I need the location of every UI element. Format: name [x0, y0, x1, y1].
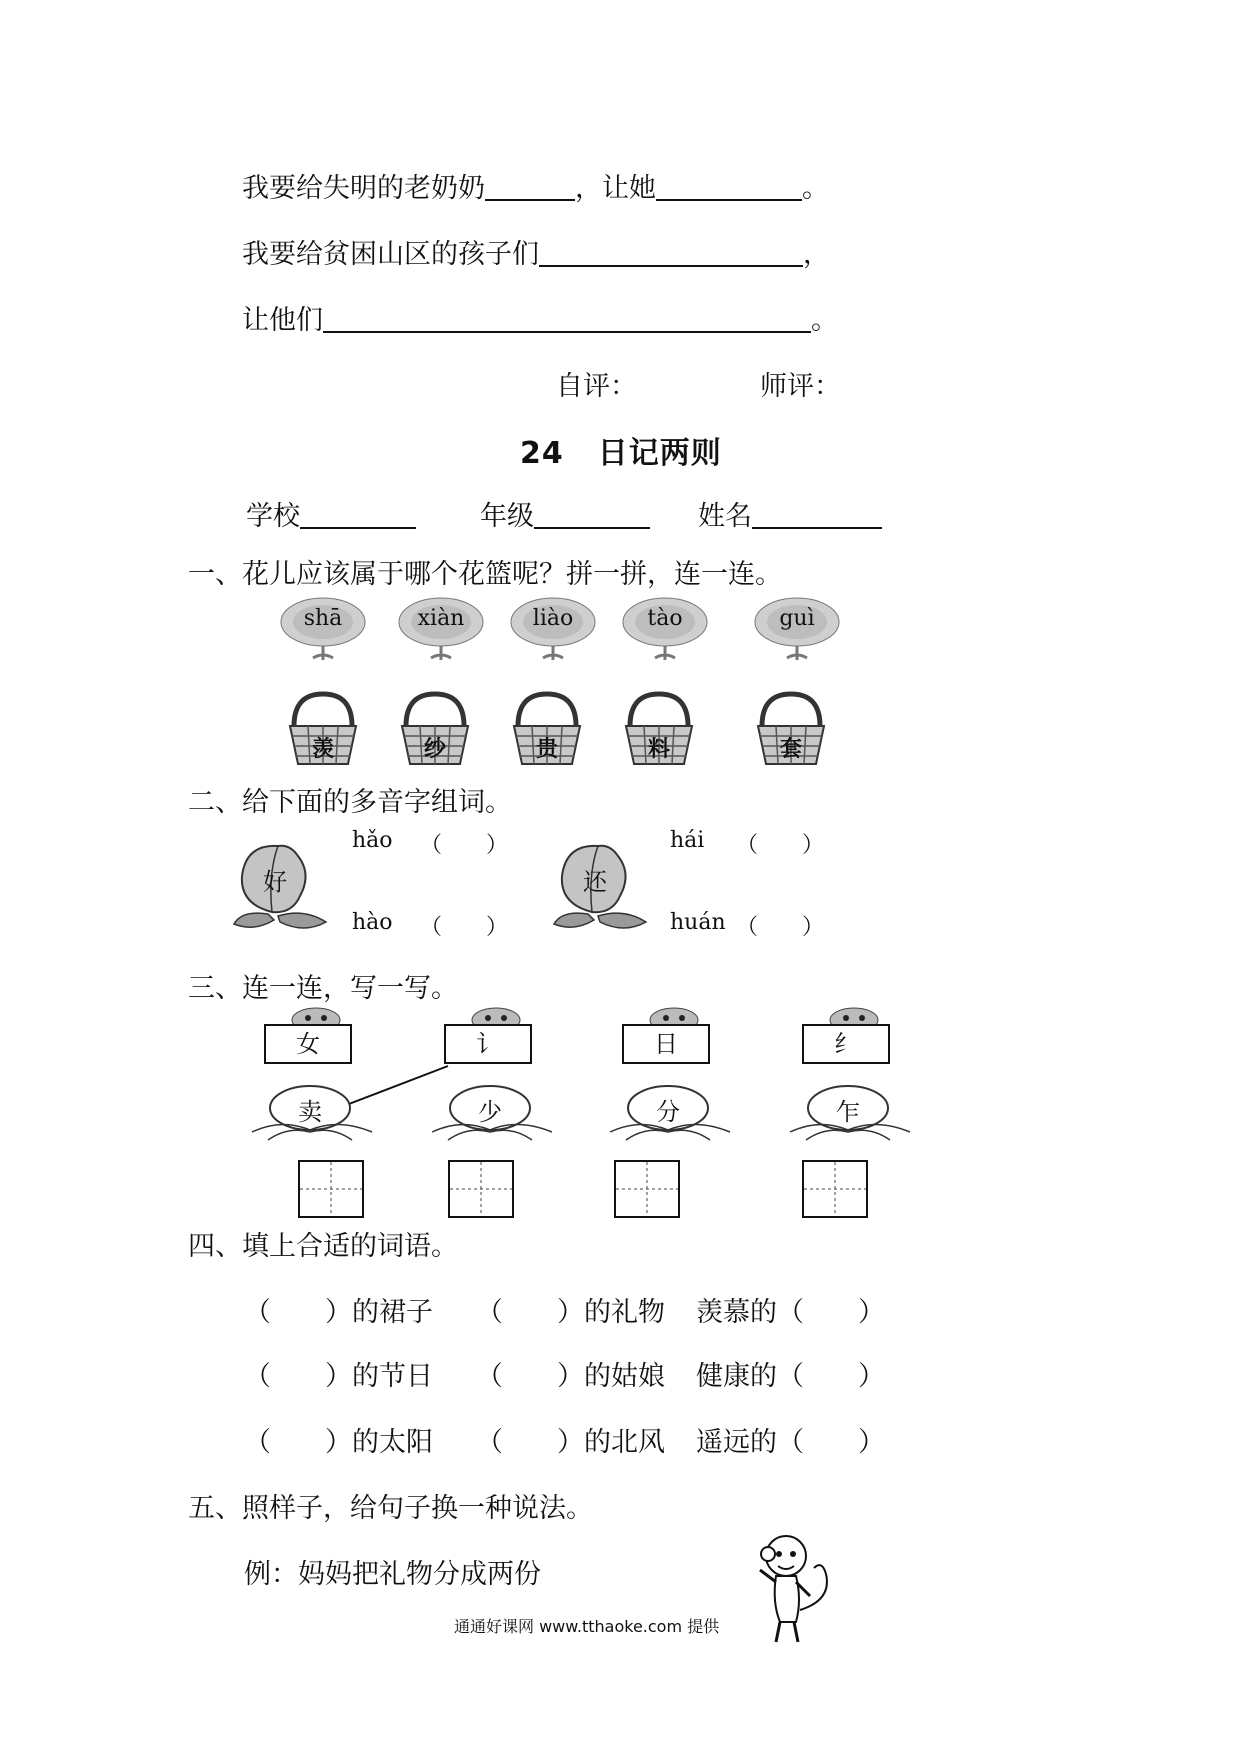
peach-char: 好 — [263, 868, 287, 896]
basket — [754, 690, 828, 770]
intro-line-2-end: ， — [803, 239, 830, 270]
fill-item[interactable]: 羡慕的（ ） — [696, 1297, 885, 1328]
lesson-number: 24 — [520, 436, 564, 471]
monkey-head-icon — [288, 1004, 344, 1026]
basket-char: 套 — [779, 737, 802, 762]
section2-heading: 二、给下面的多音字组词。 — [188, 787, 512, 818]
peach-char: 还 — [583, 868, 607, 896]
peach-component[interactable] — [786, 1082, 916, 1150]
intro-line-2-text: 我要给贫困山区的孩子们 — [242, 239, 539, 270]
peach-char: 乍 — [836, 1098, 860, 1126]
fill-item[interactable]: （ ）的礼物 — [476, 1297, 665, 1328]
radical-box[interactable]: 女 — [264, 1024, 352, 1064]
flower-pinyin: xiàn — [417, 606, 465, 631]
peach-char: 分 — [656, 1098, 680, 1126]
peach-component[interactable] — [428, 1082, 558, 1150]
answer-paren[interactable]: （ ） — [736, 833, 825, 858]
peach-component[interactable] — [248, 1082, 378, 1150]
monkey-icon — [752, 1530, 842, 1650]
basket — [622, 690, 696, 770]
basket — [286, 690, 360, 770]
grid-guides — [300, 1162, 362, 1216]
fill-item[interactable]: 健康的（ ） — [696, 1361, 885, 1392]
peach-char: 少 — [478, 1098, 502, 1126]
basket-char: 纱 — [423, 737, 446, 762]
flower-pinyin: shā — [303, 606, 343, 631]
peach-char: 卖 — [298, 1098, 322, 1126]
teacher-eval-label: 师评： — [760, 371, 841, 402]
school-blank[interactable] — [300, 501, 416, 529]
intro-line-1-end: 。 — [802, 173, 829, 204]
school-label: 学校 — [246, 501, 300, 532]
blank[interactable] — [485, 173, 575, 201]
reading: hǎo — [352, 828, 393, 853]
fill-item[interactable]: （ ）的姑娘 — [476, 1361, 665, 1392]
peach-hao — [228, 834, 338, 938]
fill-item[interactable]: （ ）的节日 — [244, 1361, 433, 1392]
writing-grid-box[interactable] — [614, 1160, 680, 1218]
grade-field — [480, 494, 650, 533]
peach-hai — [548, 834, 658, 938]
monkey-head-icon — [646, 1004, 702, 1026]
intro-line-1-mid: ，让她 — [575, 173, 656, 204]
intro-line-1 — [242, 166, 829, 205]
footer-credit: 通通好课网 www.tthaoke.com 提供 — [454, 1617, 720, 1636]
flower-pinyin: guì — [779, 606, 815, 631]
basket-char: 羡 — [311, 737, 334, 762]
lesson-name: 日记两则 — [597, 436, 722, 471]
grade-blank[interactable] — [534, 501, 650, 529]
name-label: 姓名 — [698, 501, 752, 532]
basket-char: 料 — [647, 737, 670, 762]
flower — [278, 596, 368, 670]
answer-paren[interactable]: （ ） — [736, 915, 825, 940]
answer-paren[interactable]: （ ） — [420, 833, 509, 858]
radical-box[interactable]: 日 — [622, 1024, 710, 1064]
grade-label: 年级 — [480, 501, 534, 532]
self-eval-label: 自评： — [556, 371, 637, 402]
basket-char: 贵 — [535, 737, 558, 762]
flower — [508, 596, 598, 670]
grid-guides — [804, 1162, 866, 1216]
section4-heading: 四、填上合适的词语。 — [188, 1231, 458, 1262]
flower — [396, 596, 486, 670]
blank[interactable] — [539, 239, 803, 267]
blank[interactable] — [656, 173, 802, 201]
intro-line-2 — [242, 232, 830, 271]
section3-heading: 三、连一连，写一写。 — [188, 973, 458, 1004]
fill-item[interactable]: （ ）的太阳 — [244, 1427, 433, 1458]
monkey-head-icon — [468, 1004, 524, 1026]
intro-line-1-text: 我要给失明的老奶奶 — [242, 173, 485, 204]
basket — [398, 690, 472, 770]
basket — [510, 690, 584, 770]
monkey-head-icon — [826, 1004, 882, 1026]
section5-heading: 五、照样子，给句子换一种说法。 — [188, 1493, 593, 1524]
radical-box[interactable]: 讠 — [444, 1024, 532, 1064]
fill-item[interactable]: 遥远的（ ） — [696, 1427, 885, 1458]
reading: huán — [670, 910, 726, 935]
school-field — [246, 494, 416, 533]
writing-grid-box[interactable] — [448, 1160, 514, 1218]
flower — [752, 596, 842, 670]
reading: hào — [352, 910, 393, 935]
intro-line-3 — [242, 298, 838, 337]
answer-paren[interactable]: （ ） — [420, 915, 509, 940]
example-sentence: 例：妈妈把礼物分成两份 — [244, 1559, 541, 1590]
writing-grid-box[interactable] — [298, 1160, 364, 1218]
lesson-title — [520, 428, 722, 472]
flower — [620, 596, 710, 670]
grid-guides — [616, 1162, 678, 1216]
name-field — [698, 494, 882, 533]
section1-heading: 一、花儿应该属于哪个花篮呢？拼一拼，连一连。 — [188, 559, 782, 590]
fill-item[interactable]: （ ）的北风 — [476, 1427, 665, 1458]
intro-line-3-text: 让他们 — [242, 305, 323, 336]
fill-item[interactable]: （ ）的裙子 — [244, 1297, 433, 1328]
reading: hái — [670, 828, 705, 853]
blank[interactable] — [323, 305, 811, 333]
intro-line-3-end: 。 — [811, 305, 838, 336]
flower-pinyin: tào — [647, 606, 683, 631]
name-blank[interactable] — [752, 501, 882, 529]
writing-grid-box[interactable] — [802, 1160, 868, 1218]
radical-box[interactable]: 纟 — [802, 1024, 890, 1064]
grid-guides — [450, 1162, 512, 1216]
peach-component[interactable] — [606, 1082, 736, 1150]
flower-pinyin: liào — [532, 606, 574, 631]
